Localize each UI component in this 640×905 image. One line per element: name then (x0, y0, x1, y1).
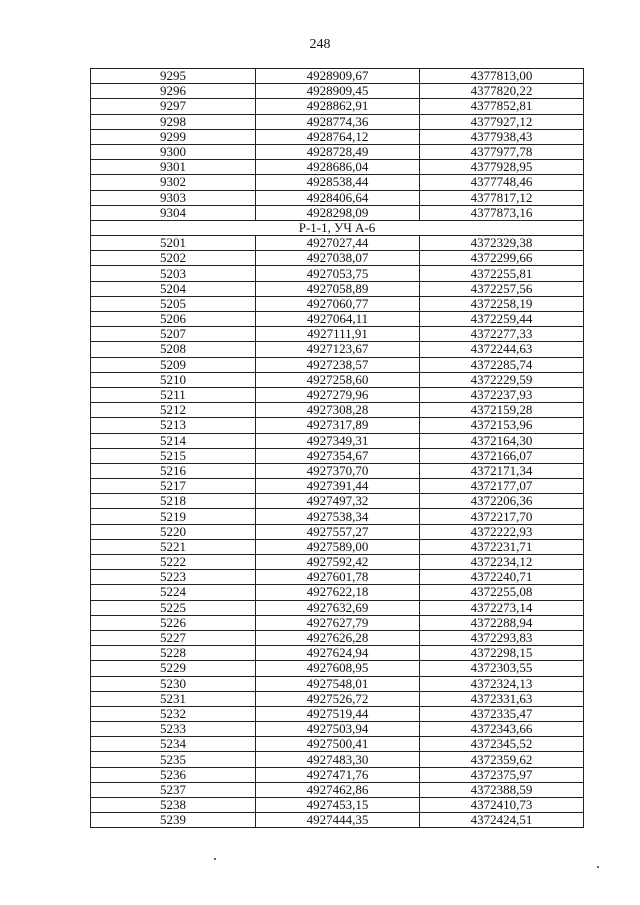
y-coordinate-cell: 4372285,74 (420, 357, 584, 372)
point-number-cell: 5215 (91, 448, 256, 463)
table-row (91, 327, 584, 342)
table-row (91, 387, 584, 402)
y-coordinate-cell: 4372257,56 (420, 281, 584, 296)
y-coordinate-cell: 4372388,59 (420, 782, 584, 797)
y-coordinate-cell: 4372255,08 (420, 585, 584, 600)
section-heading: Р-1-1, УЧ А-6 (91, 220, 584, 235)
point-number-cell: 9301 (91, 160, 256, 175)
y-coordinate-cell: 4372240,71 (420, 570, 584, 585)
table-row (91, 266, 584, 281)
point-number-cell: 5207 (91, 327, 256, 342)
y-coordinate-cell: 4372258,19 (420, 296, 584, 311)
y-coordinate-cell: 4372293,83 (420, 630, 584, 645)
y-coordinate-cell: 4377813,00 (420, 69, 584, 84)
point-number-cell: 9298 (91, 114, 256, 129)
point-number-cell: 5202 (91, 251, 256, 266)
y-coordinate-cell: 4372237,93 (420, 387, 584, 402)
point-number-cell: 5210 (91, 372, 256, 387)
table-row (91, 144, 584, 159)
x-coordinate-cell: 4928862,91 (256, 99, 420, 114)
x-coordinate-cell: 4928909,67 (256, 69, 420, 84)
point-number-cell: 5230 (91, 676, 256, 691)
point-number-cell: 5235 (91, 752, 256, 767)
x-coordinate-cell: 4927538,34 (256, 509, 420, 524)
x-coordinate-cell: 4927548,01 (256, 676, 420, 691)
x-coordinate-cell: 4927453,15 (256, 798, 420, 813)
x-coordinate-cell: 4927317,89 (256, 418, 420, 433)
point-number-cell: 5232 (91, 706, 256, 721)
y-coordinate-cell: 4372166,07 (420, 448, 584, 463)
x-coordinate-cell: 4927279,96 (256, 387, 420, 402)
point-number-cell: 5220 (91, 524, 256, 539)
point-number-cell: 9299 (91, 129, 256, 144)
point-number-cell: 5229 (91, 661, 256, 676)
x-coordinate-cell: 4928686,04 (256, 160, 420, 175)
point-number-cell: 5239 (91, 813, 256, 828)
table-row (91, 494, 584, 509)
table-row (91, 798, 584, 813)
x-coordinate-cell: 4927500,41 (256, 737, 420, 752)
table-section (91, 220, 584, 235)
x-coordinate-cell: 4927111,91 (256, 327, 420, 342)
table-row (91, 129, 584, 144)
point-number-cell: 5225 (91, 600, 256, 615)
y-coordinate-cell: 4372299,66 (420, 251, 584, 266)
x-coordinate-cell: 4928538,44 (256, 175, 420, 190)
y-coordinate-cell: 4372277,33 (420, 327, 584, 342)
section-heading-row (91, 220, 584, 235)
x-coordinate-cell: 4927258,60 (256, 372, 420, 387)
x-coordinate-cell: 4928909,45 (256, 84, 420, 99)
y-coordinate-cell: 4372177,07 (420, 479, 584, 494)
table-row (91, 737, 584, 752)
y-coordinate-cell: 4372229,59 (420, 372, 584, 387)
point-number-cell: 5226 (91, 615, 256, 630)
table-body-bottom (91, 236, 584, 828)
table-row (91, 312, 584, 327)
table-row (91, 236, 584, 251)
table-row (91, 722, 584, 737)
x-coordinate-cell: 4927027,44 (256, 236, 420, 251)
table-row (91, 752, 584, 767)
table-body-top (91, 69, 584, 221)
table-row (91, 251, 584, 266)
table-row (91, 539, 584, 554)
table-row (91, 767, 584, 782)
table-row (91, 615, 584, 630)
point-number-cell: 9300 (91, 144, 256, 159)
point-number-cell: 5212 (91, 403, 256, 418)
table-row (91, 357, 584, 372)
point-number-cell: 5231 (91, 691, 256, 706)
table-row (91, 190, 584, 205)
table-row (91, 570, 584, 585)
x-coordinate-cell: 4928728,49 (256, 144, 420, 159)
table-row (91, 661, 584, 676)
point-number-cell: 5236 (91, 767, 256, 782)
y-coordinate-cell: 4377977,78 (420, 144, 584, 159)
y-coordinate-cell: 4372375,97 (420, 767, 584, 782)
point-number-cell: 5208 (91, 342, 256, 357)
y-coordinate-cell: 4372164,30 (420, 433, 584, 448)
point-number-cell: 5203 (91, 266, 256, 281)
x-coordinate-cell: 4927123,67 (256, 342, 420, 357)
table-row (91, 630, 584, 645)
scan-speck (214, 858, 216, 860)
x-coordinate-cell: 4927471,76 (256, 767, 420, 782)
table-row (91, 691, 584, 706)
x-coordinate-cell: 4927592,42 (256, 555, 420, 570)
x-coordinate-cell: 4927632,69 (256, 600, 420, 615)
table-row (91, 782, 584, 797)
table-row (91, 114, 584, 129)
point-number-cell: 5238 (91, 798, 256, 813)
y-coordinate-cell: 4372234,12 (420, 555, 584, 570)
y-coordinate-cell: 4372324,13 (420, 676, 584, 691)
y-coordinate-cell: 4377852,81 (420, 99, 584, 114)
table-row (91, 433, 584, 448)
page-number: 248 (309, 37, 331, 52)
point-number-cell: 5217 (91, 479, 256, 494)
table-row (91, 403, 584, 418)
point-number-cell: 5227 (91, 630, 256, 645)
point-number-cell: 5221 (91, 539, 256, 554)
point-number-cell: 5206 (91, 312, 256, 327)
y-coordinate-cell: 4372231,71 (420, 539, 584, 554)
scan-speck (597, 866, 599, 868)
table-row (91, 585, 584, 600)
x-coordinate-cell: 4927624,94 (256, 646, 420, 661)
y-coordinate-cell: 4372343,66 (420, 722, 584, 737)
point-number-cell: 9304 (91, 205, 256, 220)
x-coordinate-cell: 4927370,70 (256, 463, 420, 478)
x-coordinate-cell: 4927626,28 (256, 630, 420, 645)
table-row (91, 281, 584, 296)
point-number-cell: 9302 (91, 175, 256, 190)
table-row (91, 463, 584, 478)
y-coordinate-cell: 4372244,63 (420, 342, 584, 357)
table-row (91, 524, 584, 539)
y-coordinate-cell: 4377820,22 (420, 84, 584, 99)
table-row (91, 676, 584, 691)
x-coordinate-cell: 4927058,89 (256, 281, 420, 296)
point-number-cell: 5211 (91, 387, 256, 402)
x-coordinate-cell: 4927349,31 (256, 433, 420, 448)
table-row (91, 600, 584, 615)
table-row (91, 509, 584, 524)
point-number-cell: 5219 (91, 509, 256, 524)
x-coordinate-cell: 4927627,79 (256, 615, 420, 630)
y-coordinate-cell: 4372303,55 (420, 661, 584, 676)
y-coordinate-cell: 4372259,44 (420, 312, 584, 327)
table-row (91, 448, 584, 463)
point-number-cell: 5224 (91, 585, 256, 600)
y-coordinate-cell: 4372288,94 (420, 615, 584, 630)
y-coordinate-cell: 4372359,62 (420, 752, 584, 767)
x-coordinate-cell: 4927557,27 (256, 524, 420, 539)
table-row (91, 342, 584, 357)
x-coordinate-cell: 4928298,09 (256, 205, 420, 220)
point-number-cell: 9296 (91, 84, 256, 99)
table-row (91, 555, 584, 570)
table-row (91, 706, 584, 721)
coordinates-table (90, 68, 584, 828)
point-number-cell: 5228 (91, 646, 256, 661)
y-coordinate-cell: 4372410,73 (420, 798, 584, 813)
y-coordinate-cell: 4377873,16 (420, 205, 584, 220)
y-coordinate-cell: 4377748,46 (420, 175, 584, 190)
point-number-cell: 5204 (91, 281, 256, 296)
y-coordinate-cell: 4377817,12 (420, 190, 584, 205)
x-coordinate-cell: 4928406,64 (256, 190, 420, 205)
table-row (91, 205, 584, 220)
y-coordinate-cell: 4372273,14 (420, 600, 584, 615)
point-number-cell: 5213 (91, 418, 256, 433)
x-coordinate-cell: 4927526,72 (256, 691, 420, 706)
table-row (91, 84, 584, 99)
point-number-cell: 5201 (91, 236, 256, 251)
y-coordinate-cell: 4372255,81 (420, 266, 584, 281)
table-row (91, 69, 584, 84)
x-coordinate-cell: 4927038,07 (256, 251, 420, 266)
x-coordinate-cell: 4928764,12 (256, 129, 420, 144)
x-coordinate-cell: 4927444,35 (256, 813, 420, 828)
y-coordinate-cell: 4372331,63 (420, 691, 584, 706)
x-coordinate-cell: 4927060,77 (256, 296, 420, 311)
y-coordinate-cell: 4372153,96 (420, 418, 584, 433)
y-coordinate-cell: 4377928,95 (420, 160, 584, 175)
x-coordinate-cell: 4927053,75 (256, 266, 420, 281)
x-coordinate-cell: 4927589,00 (256, 539, 420, 554)
x-coordinate-cell: 4927519,44 (256, 706, 420, 721)
y-coordinate-cell: 4372171,34 (420, 463, 584, 478)
point-number-cell: 9295 (91, 69, 256, 84)
table-row (91, 372, 584, 387)
table-row (91, 175, 584, 190)
x-coordinate-cell: 4927308,28 (256, 403, 420, 418)
table-row (91, 160, 584, 175)
point-number-cell: 9297 (91, 99, 256, 114)
x-coordinate-cell: 4927503,94 (256, 722, 420, 737)
x-coordinate-cell: 4927601,78 (256, 570, 420, 585)
point-number-cell: 5205 (91, 296, 256, 311)
table-row (91, 813, 584, 828)
y-coordinate-cell: 4372206,36 (420, 494, 584, 509)
table-row (91, 479, 584, 494)
y-coordinate-cell: 4377938,43 (420, 129, 584, 144)
y-coordinate-cell: 4372329,38 (420, 236, 584, 251)
y-coordinate-cell: 4377927,12 (420, 114, 584, 129)
table-row (91, 418, 584, 433)
x-coordinate-cell: 4927064,11 (256, 312, 420, 327)
point-number-cell: 5223 (91, 570, 256, 585)
point-number-cell: 5209 (91, 357, 256, 372)
x-coordinate-cell: 4927608,95 (256, 661, 420, 676)
x-coordinate-cell: 4928774,36 (256, 114, 420, 129)
point-number-cell: 5216 (91, 463, 256, 478)
x-coordinate-cell: 4927497,32 (256, 494, 420, 509)
y-coordinate-cell: 4372345,52 (420, 737, 584, 752)
point-number-cell: 5234 (91, 737, 256, 752)
y-coordinate-cell: 4372217,70 (420, 509, 584, 524)
table-row (91, 646, 584, 661)
point-number-cell: 5222 (91, 555, 256, 570)
x-coordinate-cell: 4927391,44 (256, 479, 420, 494)
x-coordinate-cell: 4927483,30 (256, 752, 420, 767)
point-number-cell: 5214 (91, 433, 256, 448)
x-coordinate-cell: 4927354,67 (256, 448, 420, 463)
point-number-cell: 5237 (91, 782, 256, 797)
point-number-cell: 5233 (91, 722, 256, 737)
table-row (91, 99, 584, 114)
y-coordinate-cell: 4372298,15 (420, 646, 584, 661)
x-coordinate-cell: 4927462,86 (256, 782, 420, 797)
y-coordinate-cell: 4372335,47 (420, 706, 584, 721)
y-coordinate-cell: 4372222,93 (420, 524, 584, 539)
table-row (91, 296, 584, 311)
x-coordinate-cell: 4927622,18 (256, 585, 420, 600)
point-number-cell: 9303 (91, 190, 256, 205)
x-coordinate-cell: 4927238,57 (256, 357, 420, 372)
y-coordinate-cell: 4372159,28 (420, 403, 584, 418)
point-number-cell: 5218 (91, 494, 256, 509)
y-coordinate-cell: 4372424,51 (420, 813, 584, 828)
